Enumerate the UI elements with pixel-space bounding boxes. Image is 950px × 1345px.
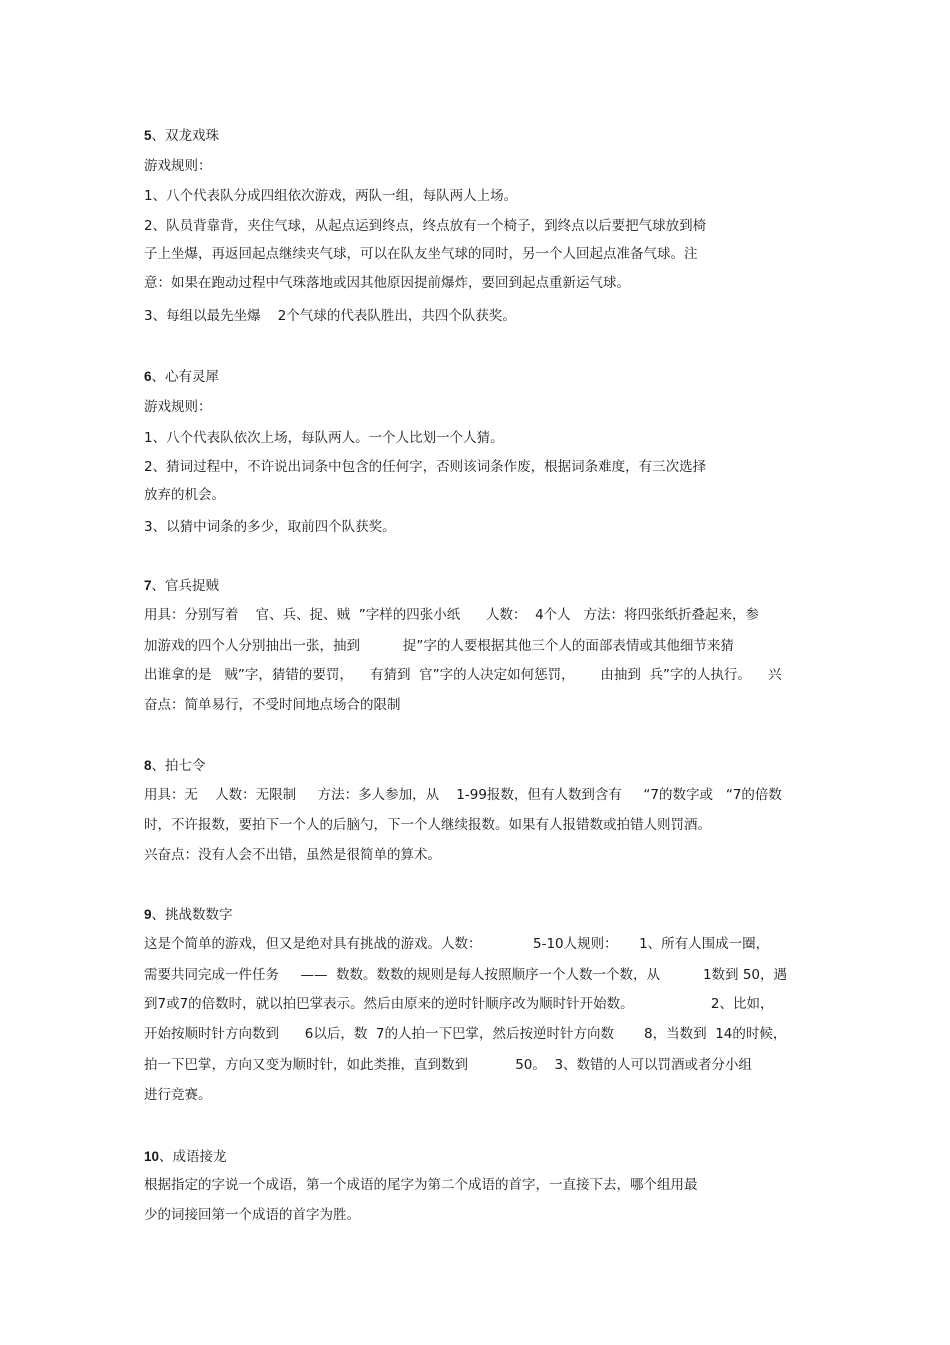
section-heading: 5、双龙戏珠 [144,128,220,144]
paragraph-line: 兴奋点：没有人会不出错，虽然是很简单的算术。 [144,847,441,863]
paragraph-line: 2、猜词过程中，不许说出词条中包含的任何字，否则该词条作废，根据词条难度，有三次选择 [144,459,707,475]
section-heading: 8、拍七令 [144,758,206,774]
paragraph-line: 进行竞赛。 [144,1087,212,1103]
paragraph-line: 奋点：简单易行，不受时间地点场合的限制 [144,697,401,713]
paragraph-line: 需要共同完成一件任务 —— 数数。数数的规则是每人按照顺序一个人数一个数，从 1数到 50，遇 [144,967,788,983]
paragraph-line: 3、每组以最先坐爆 2个气球的代表队胜出，共四个队获奖。 [144,308,516,324]
paragraph-line: 用具：无 人数：无限制 方法：多人参加，从 1-99报数，但有人数到含有 “7的数字或 “7的倍数 [144,787,782,803]
section-heading: 10、成语接龙 [144,1149,227,1165]
paragraph-line: 时，不许报数，要拍下一个人的后脑勺，下一个人继续报数。如果有人报错数或拍错人则罚酒。 [144,817,711,833]
paragraph-line: 用具：分别写着 官、兵、捉、贼 ”字样的四张小纸 人数： 4个人 方法：将四张纸折叠起来，参 [144,607,760,623]
section-heading: 7、官兵捉贼 [144,578,220,594]
paragraph-line: 意：如果在跑动过程中气珠落地或因其他原因提前爆炸，要回到起点重新运气球。 [144,275,630,291]
paragraph-line: 子上坐爆，再返回起点继续夹气球，可以在队友坐气球的同时，另一个人回起点准备气球。注 [144,246,698,262]
paragraph-line: 2、队员背靠背，夹住气球，从起点运到终点，终点放有一个椅子，到终点以后要把气球放到椅 [144,218,707,234]
paragraph-line: 少的词接回第一个成语的首字为胜。 [144,1207,360,1223]
paragraph-line: 开始按顺时针方向数到 6以后，数 7的人拍一下巴掌，然后按逆时针方向数 8，当数到 14的时候， [144,1026,787,1042]
section-heading: 9、挑战数数字 [144,907,233,923]
paragraph-line: 1、八个代表队分成四组依次游戏，两队一组，每队两人上场。 [144,188,518,204]
paragraph-line: 1、八个代表队依次上场，每队两人。一个人比划一个人猜。 [144,430,504,446]
paragraph-line: 游戏规则： [144,399,212,415]
paragraph-line: 拍一下巴掌，方向又变为顺时针，如此类推，直到数到 50。 3、数错的人可以罚酒或者分小组 [144,1057,753,1073]
section-heading: 6、心有灵犀 [144,369,220,385]
paragraph-line: 到7或7的倍数时，就以拍巴掌表示。然后由原来的逆时针顺序改为顺时针开始数。 2、比如， [144,996,774,1012]
paragraph-line: 3、以猜中词条的多少，取前四个队获奖。 [144,519,396,535]
paragraph-line: 这是个简单的游戏，但又是绝对具有挑战的游戏。人数： 5-10人规则： 1、所有人围成一圈， [144,936,770,952]
paragraph-line: 出谁拿的是 贼”字，猜错的要罚， 有猜到 官”字的人决定如何惩罚， 由抽到 兵”字的人执行。 兴 [144,667,782,683]
paragraph-line: 游戏规则： [144,158,212,174]
paragraph-line: 根据指定的字说一个成语，第一个成语的尾字为第二个成语的首字，一直接下去，哪个组用最 [144,1177,698,1193]
paragraph-line: 加游戏的四个人分别抽出一张，抽到 捉”字的人要根据其他三个人的面部表情或其他细节来猜 [144,638,734,654]
paragraph-line: 放弃的机会。 [144,487,225,503]
